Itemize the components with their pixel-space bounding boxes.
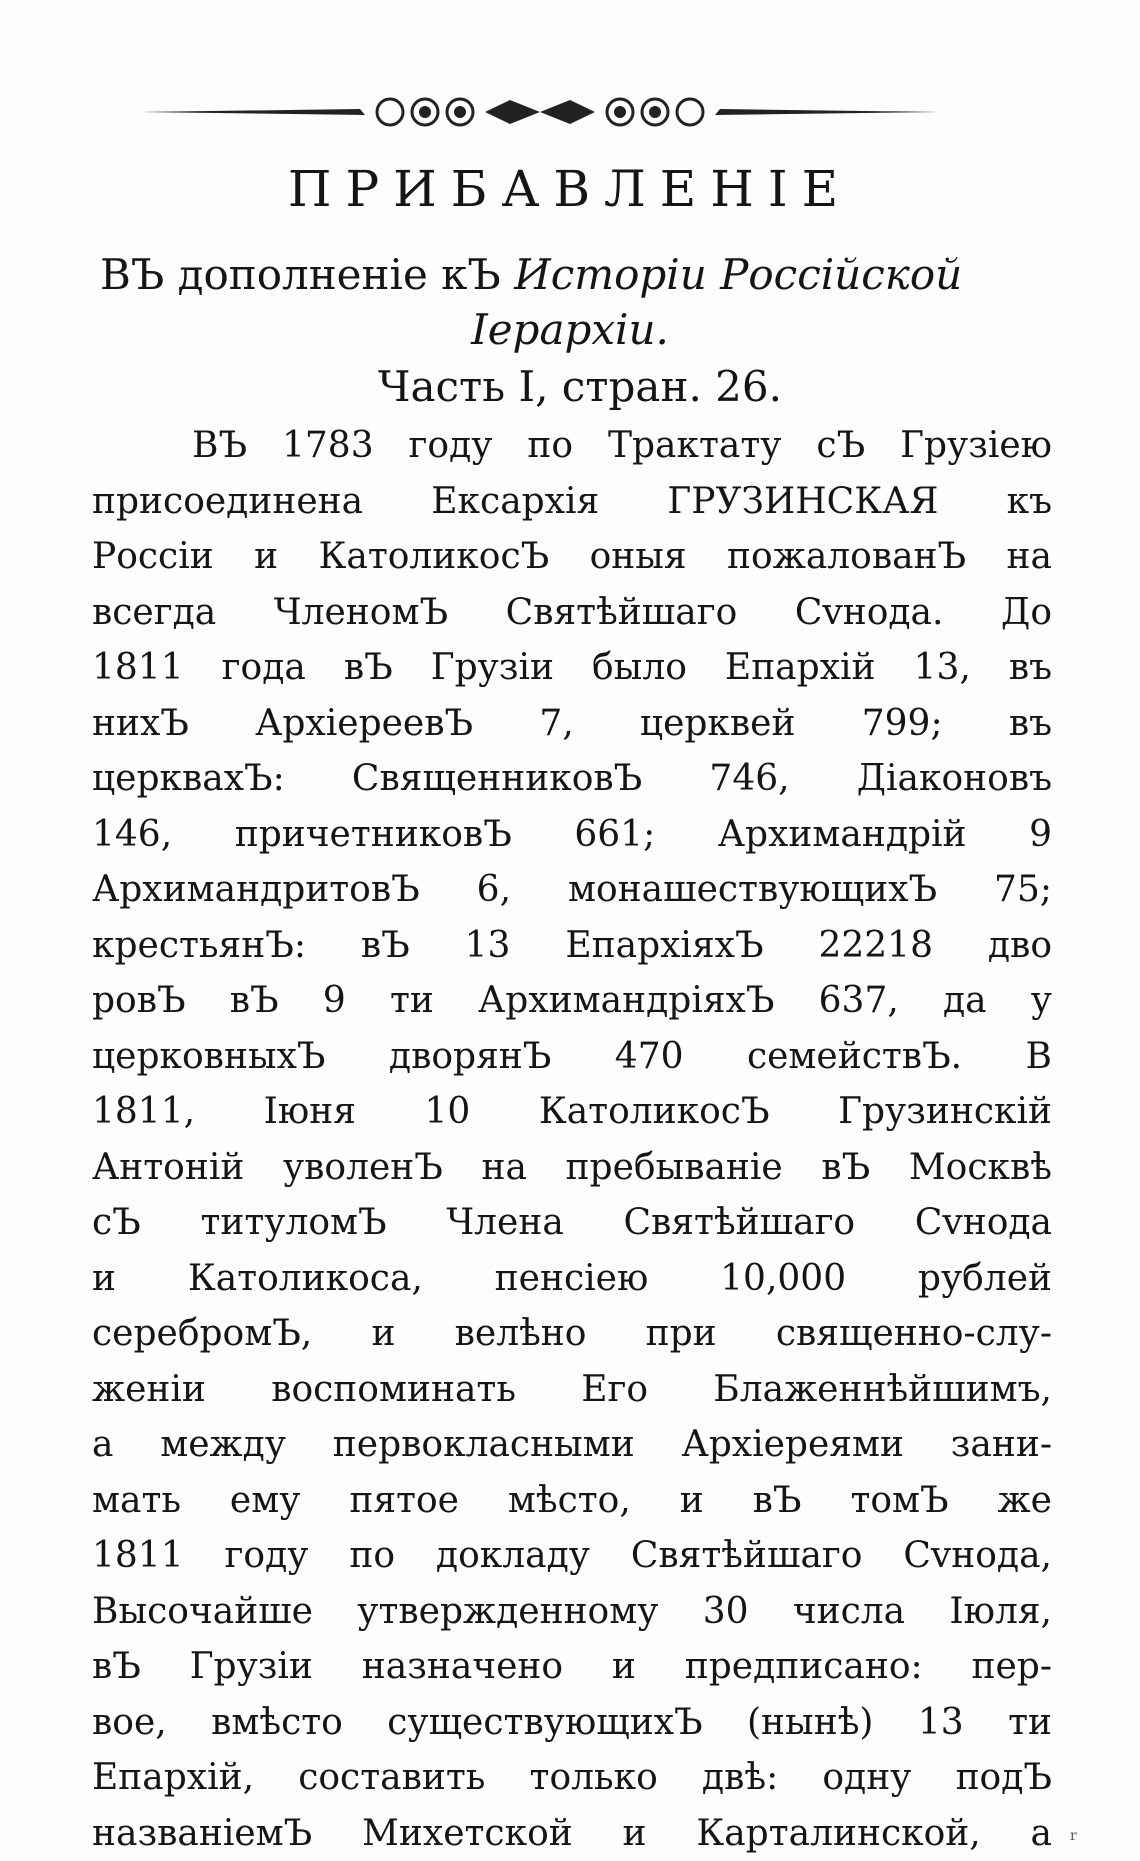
text-line: крестьянЪ: вЪ 13 ЕпархіяхЪ 22218 дво	[92, 918, 1052, 974]
text-line: женіи воспоминать Его Блаженнѣйшимъ,	[92, 1362, 1052, 1418]
text-line: а между первокласными Архіереями зани-	[92, 1417, 1052, 1473]
page-title: ПРИБАВЛЕНІЕ	[0, 160, 1140, 218]
footer-mark: r	[1070, 1828, 1077, 1844]
text-line: 146, причетниковЪ 661; Архимандрій 9	[92, 807, 1052, 863]
subtitle-line-1	[100, 250, 962, 299]
text-line: Высочайше утвержденному 30 числа Іюля,	[92, 1584, 1052, 1640]
text-line: серебромЪ, и велѣно при священно-слу-	[92, 1306, 1052, 1362]
text-line: сЪ титуломЪ Члена Святѣйшаго Сvнода	[92, 1195, 1052, 1251]
text-line: 1811 году по докладу Святѣйшаго Сvнода,	[92, 1528, 1052, 1584]
text-line: 1811 года вЪ Грузіи было Епархій 13, въ	[92, 640, 1052, 696]
text-line: и Католикоса, пенсіею 10,000 рублей	[92, 1251, 1052, 1307]
text-line: вЪ Грузіи назначено и предписано: пер-	[92, 1639, 1052, 1695]
text-line: 1811, Іюня 10 КатоликосЪ Грузинскій	[92, 1084, 1052, 1140]
text-line: Россіи и КатоликосЪ оныя пожалованЪ на	[92, 529, 1052, 585]
subtitle-italic: Исторіи Россійской	[514, 250, 962, 299]
text-line: вое, вмѣсто существующихЪ (нынѣ) 13 ти	[92, 1695, 1052, 1751]
text-line: ВЪ 1783 году по Трактату сЪ Грузіею	[92, 418, 1052, 474]
text-line: присоединена Ексархія ГРУЗИНСКАЯ къ	[92, 474, 1052, 530]
text-line: церковныхЪ дворянЪ 470 семействЪ. В	[92, 1029, 1052, 1085]
text-line: церквахЪ: СвященниковЪ 746, Діаконовъ	[92, 751, 1052, 807]
text-line: всегда ЧленомЪ Святѣйшаго Сvнода. До	[92, 585, 1052, 641]
subtitle-plain: ВЪ дополненіе кЪ	[100, 250, 501, 299]
text-line: мать ему пятое мѣсто, и вЪ томЪ же	[92, 1473, 1052, 1529]
body-text	[92, 418, 1052, 1861]
subtitle-line-2: Іерархіи.	[0, 305, 1140, 354]
text-line: Антоній уволенЪ на пребываніе вЪ Москвѣ	[92, 1140, 1052, 1196]
text-line: ровЪ вЪ 9 ти АрхимандріяхЪ 637, да у	[92, 973, 1052, 1029]
ornament-divider	[140, 92, 940, 132]
text-line: Епархій, составить только двѣ: одну подЪ	[92, 1750, 1052, 1806]
text-line: нихЪ АрхіереевЪ 7, церквей 799; въ	[92, 696, 1052, 752]
text-line: АрхимандритовЪ 6, монашествующихЪ 75;	[92, 862, 1052, 918]
part-reference: Часть I, стран. 26.	[0, 362, 1140, 411]
text-line: названіемЪ Михетской и Карталинской, а	[92, 1806, 1052, 1861]
